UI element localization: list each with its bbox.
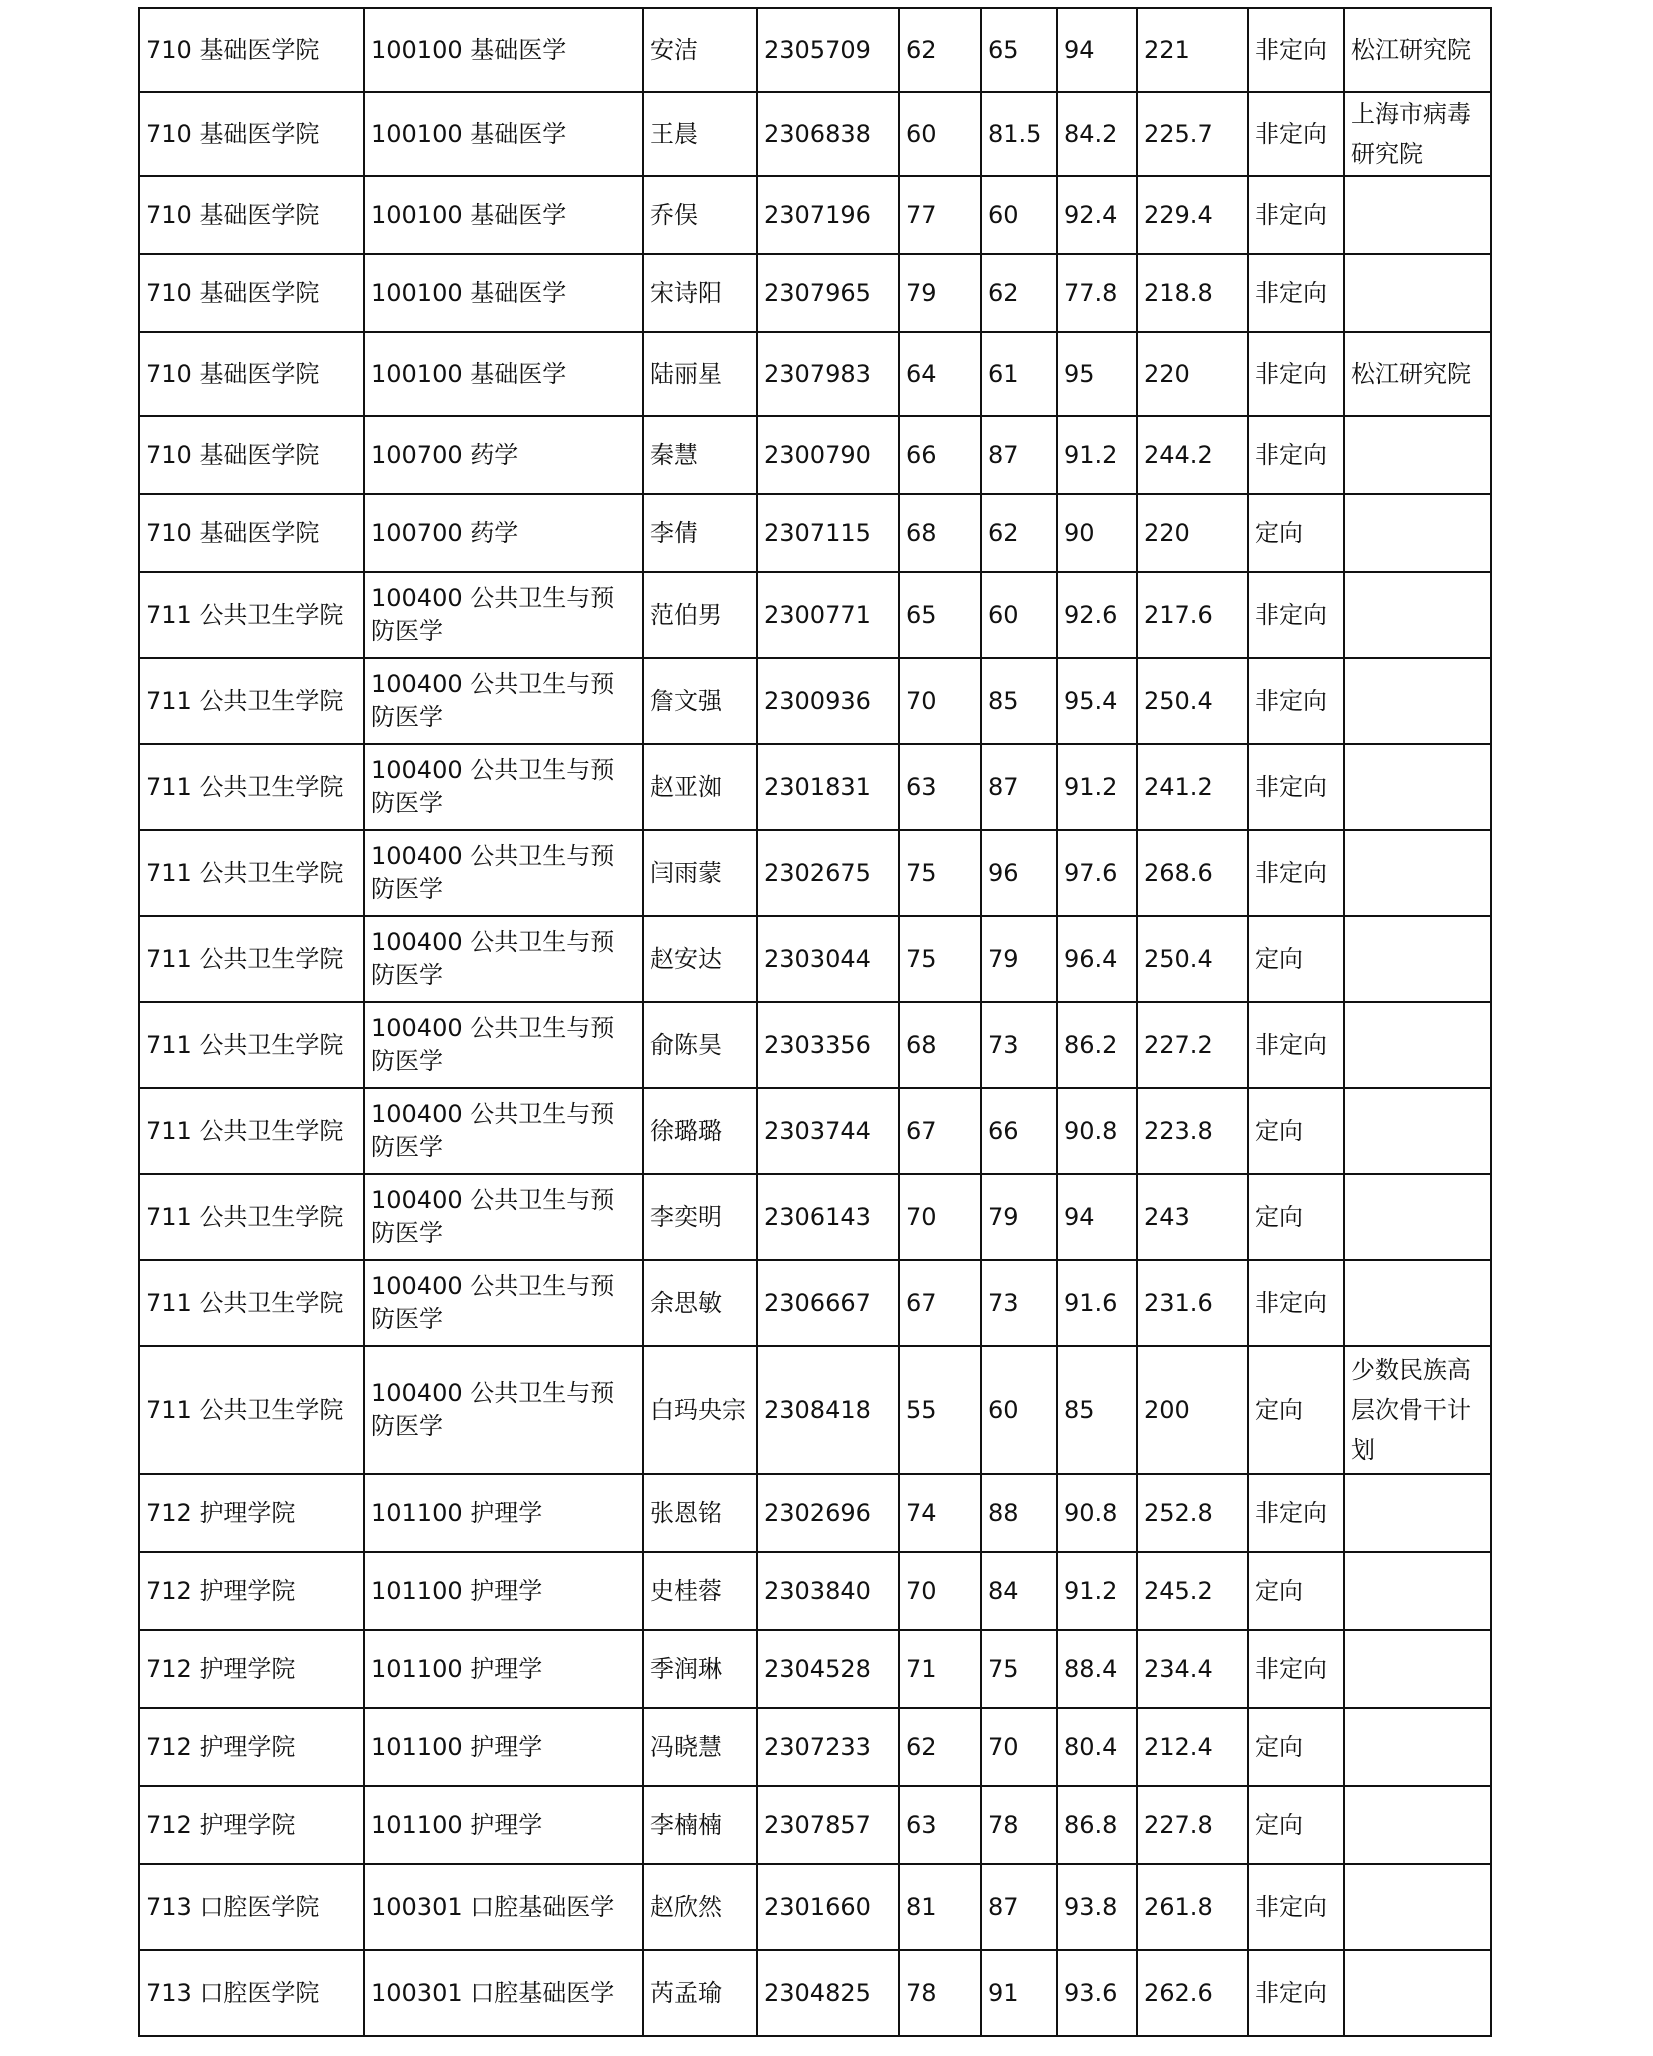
admission-type-cell: 非定向	[1248, 1002, 1344, 1088]
score-1-cell: 55	[899, 1346, 981, 1474]
table-row	[139, 658, 1491, 744]
admission-type-cell: 非定向	[1248, 572, 1344, 658]
table-row	[139, 1002, 1491, 1088]
department-cell: 712 护理学院	[139, 1630, 364, 1708]
score-2-cell: 61	[981, 332, 1057, 416]
major-cell: 100100 基础医学	[364, 254, 643, 332]
score-1-cell: 70	[899, 658, 981, 744]
student-name-cell: 徐璐璐	[643, 1088, 757, 1174]
department-cell: 711 公共卫生学院	[139, 744, 364, 830]
exam-id-cell: 2304825	[757, 1950, 899, 2036]
score-3-cell: 88.4	[1057, 1630, 1137, 1708]
score-3-cell: 94	[1057, 8, 1137, 92]
score-3-cell: 91.6	[1057, 1260, 1137, 1346]
score-1-cell: 65	[899, 572, 981, 658]
department-cell: 711 公共卫生学院	[139, 1346, 364, 1474]
score-2-cell: 62	[981, 254, 1057, 332]
score-1-cell: 68	[899, 494, 981, 572]
exam-id-cell: 2305709	[757, 8, 899, 92]
score-3-cell: 84.2	[1057, 92, 1137, 176]
student-name-cell: 詹文强	[643, 658, 757, 744]
table-row	[139, 1708, 1491, 1786]
student-name-cell: 赵欣然	[643, 1864, 757, 1950]
major-cell: 100400 公共卫生与预防医学	[364, 1088, 643, 1174]
total-score-cell: 227.2	[1137, 1002, 1248, 1088]
score-1-cell: 63	[899, 744, 981, 830]
exam-id-cell: 2303356	[757, 1002, 899, 1088]
score-2-cell: 62	[981, 494, 1057, 572]
note-cell	[1344, 658, 1491, 744]
note-cell	[1344, 744, 1491, 830]
exam-id-cell: 2307965	[757, 254, 899, 332]
total-score-cell: 245.2	[1137, 1552, 1248, 1630]
exam-id-cell: 2307196	[757, 176, 899, 254]
note-cell	[1344, 1786, 1491, 1864]
student-name-cell: 乔俣	[643, 176, 757, 254]
score-3-cell: 92.4	[1057, 176, 1137, 254]
admission-type-cell: 非定向	[1248, 92, 1344, 176]
note-cell	[1344, 1474, 1491, 1552]
note-cell	[1344, 176, 1491, 254]
admission-type-cell: 定向	[1248, 1786, 1344, 1864]
table-row	[139, 1174, 1491, 1260]
score-2-cell: 96	[981, 830, 1057, 916]
score-2-cell: 60	[981, 1346, 1057, 1474]
department-cell: 710 基础医学院	[139, 416, 364, 494]
admission-type-cell: 定向	[1248, 1174, 1344, 1260]
exam-id-cell: 2303044	[757, 916, 899, 1002]
student-name-cell: 李倩	[643, 494, 757, 572]
admission-type-cell: 定向	[1248, 1708, 1344, 1786]
note-cell	[1344, 830, 1491, 916]
department-cell: 711 公共卫生学院	[139, 572, 364, 658]
score-1-cell: 78	[899, 1950, 981, 2036]
total-score-cell: 225.7	[1137, 92, 1248, 176]
score-3-cell: 90	[1057, 494, 1137, 572]
score-3-cell: 91.2	[1057, 416, 1137, 494]
exam-id-cell: 2300771	[757, 572, 899, 658]
note-cell	[1344, 494, 1491, 572]
major-cell: 100100 基础医学	[364, 8, 643, 92]
score-3-cell: 95	[1057, 332, 1137, 416]
admission-type-cell: 定向	[1248, 494, 1344, 572]
exam-id-cell: 2306838	[757, 92, 899, 176]
major-cell: 101100 护理学	[364, 1708, 643, 1786]
score-1-cell: 62	[899, 1708, 981, 1786]
note-cell	[1344, 1088, 1491, 1174]
student-name-cell: 宋诗阳	[643, 254, 757, 332]
score-2-cell: 78	[981, 1786, 1057, 1864]
department-cell: 712 护理学院	[139, 1708, 364, 1786]
total-score-cell: 243	[1137, 1174, 1248, 1260]
student-name-cell: 李奕明	[643, 1174, 757, 1260]
major-cell: 101100 护理学	[364, 1474, 643, 1552]
major-cell: 100400 公共卫生与预防医学	[364, 1346, 643, 1474]
admission-type-cell: 非定向	[1248, 8, 1344, 92]
major-cell: 100700 药学	[364, 494, 643, 572]
score-2-cell: 79	[981, 1174, 1057, 1260]
score-3-cell: 85	[1057, 1346, 1137, 1474]
score-2-cell: 65	[981, 8, 1057, 92]
score-1-cell: 70	[899, 1174, 981, 1260]
total-score-cell: 241.2	[1137, 744, 1248, 830]
score-1-cell: 77	[899, 176, 981, 254]
exam-id-cell: 2302675	[757, 830, 899, 916]
exam-id-cell: 2300790	[757, 416, 899, 494]
exam-id-cell: 2303840	[757, 1552, 899, 1630]
score-3-cell: 95.4	[1057, 658, 1137, 744]
admission-type-cell: 非定向	[1248, 1260, 1344, 1346]
exam-id-cell: 2301660	[757, 1864, 899, 1950]
table-row	[139, 254, 1491, 332]
score-3-cell: 77.8	[1057, 254, 1137, 332]
exam-id-cell: 2304528	[757, 1630, 899, 1708]
admission-type-cell: 非定向	[1248, 658, 1344, 744]
score-3-cell: 90.8	[1057, 1474, 1137, 1552]
student-name-cell: 安洁	[643, 8, 757, 92]
score-2-cell: 81.5	[981, 92, 1057, 176]
score-2-cell: 85	[981, 658, 1057, 744]
admission-type-cell: 定向	[1248, 1552, 1344, 1630]
note-cell: 松江研究院	[1344, 8, 1491, 92]
department-cell: 711 公共卫生学院	[139, 658, 364, 744]
exam-id-cell: 2301831	[757, 744, 899, 830]
admission-type-cell: 非定向	[1248, 176, 1344, 254]
table-row	[139, 1552, 1491, 1630]
score-1-cell: 70	[899, 1552, 981, 1630]
note-cell	[1344, 1552, 1491, 1630]
admission-type-cell: 非定向	[1248, 1950, 1344, 2036]
department-cell: 712 护理学院	[139, 1474, 364, 1552]
major-cell: 100400 公共卫生与预防医学	[364, 1002, 643, 1088]
department-cell: 712 护理学院	[139, 1552, 364, 1630]
admission-type-cell: 非定向	[1248, 830, 1344, 916]
table-row	[139, 1260, 1491, 1346]
table-row	[139, 916, 1491, 1002]
department-cell: 710 基础医学院	[139, 176, 364, 254]
total-score-cell: 200	[1137, 1346, 1248, 1474]
total-score-cell: 231.6	[1137, 1260, 1248, 1346]
score-2-cell: 73	[981, 1002, 1057, 1088]
score-1-cell: 60	[899, 92, 981, 176]
score-2-cell: 60	[981, 572, 1057, 658]
admission-type-cell: 非定向	[1248, 1864, 1344, 1950]
score-1-cell: 68	[899, 1002, 981, 1088]
admission-type-cell: 非定向	[1248, 254, 1344, 332]
major-cell: 100100 基础医学	[364, 176, 643, 254]
student-name-cell: 余思敏	[643, 1260, 757, 1346]
admission-type-cell: 定向	[1248, 1088, 1344, 1174]
department-cell: 711 公共卫生学院	[139, 830, 364, 916]
exam-id-cell: 2306143	[757, 1174, 899, 1260]
score-1-cell: 67	[899, 1260, 981, 1346]
exam-id-cell: 2307983	[757, 332, 899, 416]
student-name-cell: 王晨	[643, 92, 757, 176]
exam-id-cell: 2307115	[757, 494, 899, 572]
student-name-cell: 史桂蓉	[643, 1552, 757, 1630]
note-cell	[1344, 254, 1491, 332]
score-2-cell: 88	[981, 1474, 1057, 1552]
score-3-cell: 86.2	[1057, 1002, 1137, 1088]
score-2-cell: 75	[981, 1630, 1057, 1708]
admission-type-cell: 定向	[1248, 916, 1344, 1002]
note-cell	[1344, 1260, 1491, 1346]
department-cell: 710 基础医学院	[139, 92, 364, 176]
score-1-cell: 66	[899, 416, 981, 494]
major-cell: 100400 公共卫生与预防医学	[364, 572, 643, 658]
total-score-cell: 220	[1137, 494, 1248, 572]
admission-type-cell: 非定向	[1248, 1474, 1344, 1552]
table-row	[139, 1630, 1491, 1708]
major-cell: 100400 公共卫生与预防医学	[364, 916, 643, 1002]
table-body	[139, 8, 1491, 2036]
student-name-cell: 冯晓慧	[643, 1708, 757, 1786]
note-cell	[1344, 1708, 1491, 1786]
table-row	[139, 92, 1491, 176]
admission-type-cell: 非定向	[1248, 416, 1344, 494]
table-row	[139, 744, 1491, 830]
student-name-cell: 秦慧	[643, 416, 757, 494]
total-score-cell: 262.6	[1137, 1950, 1248, 2036]
student-name-cell: 俞陈昊	[643, 1002, 757, 1088]
student-name-cell: 赵亚洳	[643, 744, 757, 830]
admission-type-cell: 定向	[1248, 1346, 1344, 1474]
score-2-cell: 87	[981, 416, 1057, 494]
total-score-cell: 227.8	[1137, 1786, 1248, 1864]
department-cell: 713 口腔医学院	[139, 1864, 364, 1950]
major-cell: 100400 公共卫生与预防医学	[364, 744, 643, 830]
score-1-cell: 75	[899, 916, 981, 1002]
note-cell	[1344, 1630, 1491, 1708]
student-name-cell: 闫雨蒙	[643, 830, 757, 916]
major-cell: 100400 公共卫生与预防医学	[364, 1260, 643, 1346]
note-cell: 少数民族高层次骨干计划	[1344, 1346, 1491, 1474]
department-cell: 713 口腔医学院	[139, 1950, 364, 2036]
score-2-cell: 87	[981, 1864, 1057, 1950]
student-name-cell: 赵安达	[643, 916, 757, 1002]
score-3-cell: 93.6	[1057, 1950, 1137, 2036]
major-cell: 100700 药学	[364, 416, 643, 494]
score-2-cell: 73	[981, 1260, 1057, 1346]
admission-table	[138, 7, 1492, 2037]
table-row	[139, 176, 1491, 254]
exam-id-cell: 2300936	[757, 658, 899, 744]
score-1-cell: 74	[899, 1474, 981, 1552]
note-cell	[1344, 1002, 1491, 1088]
exam-id-cell: 2303744	[757, 1088, 899, 1174]
note-cell	[1344, 1174, 1491, 1260]
department-cell: 710 基础医学院	[139, 494, 364, 572]
score-1-cell: 63	[899, 1786, 981, 1864]
major-cell: 100400 公共卫生与预防医学	[364, 830, 643, 916]
total-score-cell: 212.4	[1137, 1708, 1248, 1786]
total-score-cell: 229.4	[1137, 176, 1248, 254]
score-2-cell: 91	[981, 1950, 1057, 2036]
table-row	[139, 572, 1491, 658]
department-cell: 711 公共卫生学院	[139, 1260, 364, 1346]
table-row	[139, 8, 1491, 92]
note-cell	[1344, 916, 1491, 1002]
score-3-cell: 86.8	[1057, 1786, 1137, 1864]
admission-type-cell: 非定向	[1248, 1630, 1344, 1708]
note-cell: 松江研究院	[1344, 332, 1491, 416]
department-cell: 710 基础医学院	[139, 332, 364, 416]
department-cell: 710 基础医学院	[139, 8, 364, 92]
note-cell	[1344, 1950, 1491, 2036]
score-3-cell: 97.6	[1057, 830, 1137, 916]
score-3-cell: 80.4	[1057, 1708, 1137, 1786]
department-cell: 711 公共卫生学院	[139, 1174, 364, 1260]
student-name-cell: 芮孟瑜	[643, 1950, 757, 2036]
table-row	[139, 494, 1491, 572]
major-cell: 100301 口腔基础医学	[364, 1950, 643, 2036]
table-row	[139, 332, 1491, 416]
student-name-cell: 白玛央宗	[643, 1346, 757, 1474]
total-score-cell: 261.8	[1137, 1864, 1248, 1950]
exam-id-cell: 2307233	[757, 1708, 899, 1786]
major-cell: 101100 护理学	[364, 1630, 643, 1708]
total-score-cell: 252.8	[1137, 1474, 1248, 1552]
exam-id-cell: 2302696	[757, 1474, 899, 1552]
department-cell: 711 公共卫生学院	[139, 916, 364, 1002]
major-cell: 100400 公共卫生与预防医学	[364, 658, 643, 744]
major-cell: 100100 基础医学	[364, 332, 643, 416]
exam-id-cell: 2306667	[757, 1260, 899, 1346]
major-cell: 101100 护理学	[364, 1552, 643, 1630]
score-1-cell: 81	[899, 1864, 981, 1950]
table-row	[139, 1346, 1491, 1474]
department-cell: 710 基础医学院	[139, 254, 364, 332]
score-3-cell: 93.8	[1057, 1864, 1137, 1950]
score-3-cell: 94	[1057, 1174, 1137, 1260]
score-2-cell: 79	[981, 916, 1057, 1002]
total-score-cell: 220	[1137, 332, 1248, 416]
admission-type-cell: 非定向	[1248, 332, 1344, 416]
table-row	[139, 830, 1491, 916]
score-2-cell: 87	[981, 744, 1057, 830]
major-cell: 100100 基础医学	[364, 92, 643, 176]
total-score-cell: 217.6	[1137, 572, 1248, 658]
table-row	[139, 1950, 1491, 2036]
score-3-cell: 91.2	[1057, 1552, 1137, 1630]
score-2-cell: 60	[981, 176, 1057, 254]
table-row	[139, 416, 1491, 494]
score-2-cell: 66	[981, 1088, 1057, 1174]
score-2-cell: 70	[981, 1708, 1057, 1786]
note-cell	[1344, 1864, 1491, 1950]
total-score-cell: 221	[1137, 8, 1248, 92]
total-score-cell: 223.8	[1137, 1088, 1248, 1174]
score-1-cell: 62	[899, 8, 981, 92]
score-3-cell: 92.6	[1057, 572, 1137, 658]
student-name-cell: 李楠楠	[643, 1786, 757, 1864]
total-score-cell: 250.4	[1137, 916, 1248, 1002]
exam-id-cell: 2308418	[757, 1346, 899, 1474]
table-row	[139, 1864, 1491, 1950]
note-cell	[1344, 572, 1491, 658]
score-3-cell: 96.4	[1057, 916, 1137, 1002]
score-1-cell: 71	[899, 1630, 981, 1708]
note-cell: 上海市病毒研究院	[1344, 92, 1491, 176]
department-cell: 712 护理学院	[139, 1786, 364, 1864]
total-score-cell: 244.2	[1137, 416, 1248, 494]
major-cell: 101100 护理学	[364, 1786, 643, 1864]
department-cell: 711 公共卫生学院	[139, 1002, 364, 1088]
major-cell: 100301 口腔基础医学	[364, 1864, 643, 1950]
student-name-cell: 陆丽星	[643, 332, 757, 416]
total-score-cell: 218.8	[1137, 254, 1248, 332]
major-cell: 100400 公共卫生与预防医学	[364, 1174, 643, 1260]
score-3-cell: 91.2	[1057, 744, 1137, 830]
score-2-cell: 84	[981, 1552, 1057, 1630]
student-name-cell: 范伯男	[643, 572, 757, 658]
total-score-cell: 268.6	[1137, 830, 1248, 916]
total-score-cell: 250.4	[1137, 658, 1248, 744]
score-1-cell: 75	[899, 830, 981, 916]
score-1-cell: 64	[899, 332, 981, 416]
note-cell	[1344, 416, 1491, 494]
department-cell: 711 公共卫生学院	[139, 1088, 364, 1174]
score-3-cell: 90.8	[1057, 1088, 1137, 1174]
table-row	[139, 1786, 1491, 1864]
student-name-cell: 张恩铭	[643, 1474, 757, 1552]
table-row	[139, 1088, 1491, 1174]
total-score-cell: 234.4	[1137, 1630, 1248, 1708]
exam-id-cell: 2307857	[757, 1786, 899, 1864]
student-name-cell: 季润琳	[643, 1630, 757, 1708]
score-1-cell: 79	[899, 254, 981, 332]
table-row	[139, 1474, 1491, 1552]
score-1-cell: 67	[899, 1088, 981, 1174]
admission-type-cell: 非定向	[1248, 744, 1344, 830]
